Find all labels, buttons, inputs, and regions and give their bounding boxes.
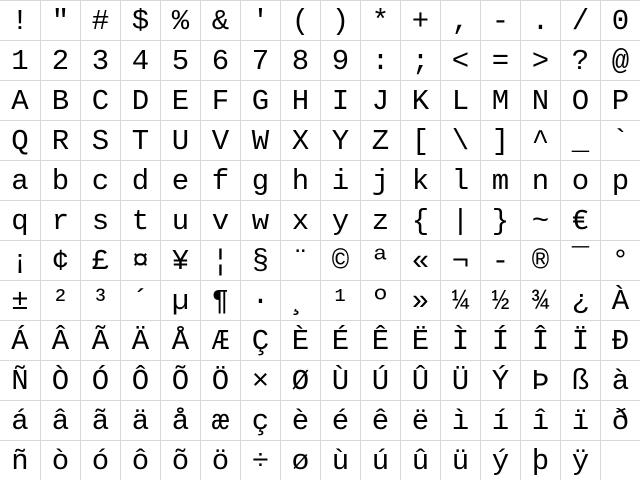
glyph-cell[interactable]: r: [40, 200, 80, 240]
glyph-cell[interactable]: m: [480, 160, 520, 200]
glyph-cell[interactable]: ð: [600, 400, 640, 440]
glyph-cell[interactable]: £: [80, 240, 120, 280]
glyph-cell[interactable]: ó: [80, 440, 120, 480]
glyph-cell[interactable]: ¤: [120, 240, 160, 280]
glyph-cell[interactable]: R: [40, 120, 80, 160]
glyph-cell[interactable]: \: [440, 120, 480, 160]
glyph-cell[interactable]: ;: [400, 40, 440, 80]
glyph-cell[interactable]: Æ: [200, 320, 240, 360]
glyph-cell[interactable]: å: [160, 400, 200, 440]
glyph-cell[interactable]: ¹: [320, 280, 360, 320]
glyph-cell[interactable]: I: [320, 80, 360, 120]
glyph-cell[interactable]: %: [160, 0, 200, 40]
glyph-cell[interactable]: ': [240, 0, 280, 40]
glyph-cell[interactable]: $: [120, 0, 160, 40]
glyph-cell[interactable]: ÿ: [560, 440, 600, 480]
glyph-cell[interactable]: 6: [200, 40, 240, 80]
glyph-cell[interactable]: p: [600, 160, 640, 200]
glyph-cell[interactable]: õ: [160, 440, 200, 480]
glyph-cell[interactable]: Ô: [120, 360, 160, 400]
glyph-cell[interactable]: ·: [240, 280, 280, 320]
glyph-cell[interactable]: ý: [480, 440, 520, 480]
glyph-cell[interactable]: b: [40, 160, 80, 200]
glyph-cell[interactable]: ¨: [280, 240, 320, 280]
glyph-cell[interactable]: Z: [360, 120, 400, 160]
glyph-cell[interactable]: y: [320, 200, 360, 240]
glyph-cell[interactable]: M: [480, 80, 520, 120]
glyph-cell[interactable]: 1: [0, 40, 40, 80]
glyph-cell[interactable]: +: [400, 0, 440, 40]
glyph-cell[interactable]: P: [600, 80, 640, 120]
glyph-cell[interactable]: ¡: [0, 240, 40, 280]
glyph-cell[interactable]: ö: [200, 440, 240, 480]
glyph-cell[interactable]: °: [600, 240, 640, 280]
glyph-cell[interactable]: ï: [560, 400, 600, 440]
glyph-cell[interactable]: Ã: [80, 320, 120, 360]
glyph-cell[interactable]: À: [600, 280, 640, 320]
glyph-cell[interactable]: È: [280, 320, 320, 360]
glyph-cell[interactable]: û: [400, 440, 440, 480]
glyph-cell[interactable]: h: [280, 160, 320, 200]
glyph-cell[interactable]: >: [520, 40, 560, 80]
glyph-cell[interactable]: 0: [600, 0, 640, 40]
glyph-cell[interactable]: ò: [40, 440, 80, 480]
glyph-cell[interactable]: â: [40, 400, 80, 440]
glyph-cell[interactable]: J: [360, 80, 400, 120]
glyph-cell[interactable]: g: [240, 160, 280, 200]
glyph-cell[interactable]: V: [200, 120, 240, 160]
glyph-cell[interactable]: ¸: [280, 280, 320, 320]
glyph-cell[interactable]: ú: [360, 440, 400, 480]
glyph-cell[interactable]: Ç: [240, 320, 280, 360]
glyph-cell[interactable]: ¿: [560, 280, 600, 320]
glyph-cell[interactable]: -: [480, 0, 520, 40]
glyph-cell[interactable]: -: [480, 240, 520, 280]
glyph-cell[interactable]: ß: [560, 360, 600, 400]
glyph-cell[interactable]: u: [160, 200, 200, 240]
glyph-cell[interactable]: d: [120, 160, 160, 200]
glyph-cell[interactable]: 2: [40, 40, 80, 80]
glyph-cell[interactable]: ¥: [160, 240, 200, 280]
glyph-cell[interactable]: Ü: [440, 360, 480, 400]
glyph-cell[interactable]: k: [400, 160, 440, 200]
glyph-cell[interactable]: µ: [160, 280, 200, 320]
glyph-cell[interactable]: Ì: [440, 320, 480, 360]
glyph-cell[interactable]: ª: [360, 240, 400, 280]
glyph-cell[interactable]: a: [0, 160, 40, 200]
glyph-cell[interactable]: ù: [320, 440, 360, 480]
glyph-cell[interactable]: Ê: [360, 320, 400, 360]
glyph-cell[interactable]: §: [240, 240, 280, 280]
glyph-cell[interactable]: ¦: [200, 240, 240, 280]
glyph-cell[interactable]: (: [280, 0, 320, 40]
glyph-cell[interactable]: ¬: [440, 240, 480, 280]
glyph-cell[interactable]: o: [560, 160, 600, 200]
glyph-cell[interactable]: N: [520, 80, 560, 120]
glyph-cell[interactable]: è: [280, 400, 320, 440]
glyph-cell[interactable]: Â: [40, 320, 80, 360]
glyph-cell[interactable]: ë: [400, 400, 440, 440]
empty-cell[interactable]: [600, 200, 640, 240]
glyph-cell[interactable]: î: [520, 400, 560, 440]
glyph-cell[interactable]: L: [440, 80, 480, 120]
glyph-cell[interactable]: ": [40, 0, 80, 40]
glyph-cell[interactable]: ê: [360, 400, 400, 440]
glyph-cell[interactable]: Å: [160, 320, 200, 360]
glyph-cell[interactable]: v: [200, 200, 240, 240]
glyph-cell[interactable]: *: [360, 0, 400, 40]
glyph-cell[interactable]: i: [320, 160, 360, 200]
glyph-cell[interactable]: ®: [520, 240, 560, 280]
glyph-cell[interactable]: 7: [240, 40, 280, 80]
glyph-cell[interactable]: s: [80, 200, 120, 240]
glyph-cell[interactable]: Î: [520, 320, 560, 360]
glyph-cell[interactable]: É: [320, 320, 360, 360]
glyph-cell[interactable]: ]: [480, 120, 520, 160]
glyph-cell[interactable]: #: [80, 0, 120, 40]
glyph-cell[interactable]: :: [360, 40, 400, 80]
glyph-cell[interactable]: f: [200, 160, 240, 200]
glyph-cell[interactable]: n: [520, 160, 560, 200]
glyph-cell[interactable]: Ä: [120, 320, 160, 360]
glyph-cell[interactable]: »: [400, 280, 440, 320]
glyph-cell[interactable]: <: [440, 40, 480, 80]
glyph-cell[interactable]: e: [160, 160, 200, 200]
glyph-cell[interactable]: ô: [120, 440, 160, 480]
glyph-cell[interactable]: ¯: [560, 240, 600, 280]
glyph-cell[interactable]: ): [320, 0, 360, 40]
glyph-cell[interactable]: é: [320, 400, 360, 440]
glyph-cell[interactable]: Ï: [560, 320, 600, 360]
glyph-cell[interactable]: ~: [520, 200, 560, 240]
glyph-cell[interactable]: ½: [480, 280, 520, 320]
glyph-cell[interactable]: G: [240, 80, 280, 120]
glyph-cell[interactable]: ^: [520, 120, 560, 160]
glyph-cell[interactable]: }: [480, 200, 520, 240]
glyph-cell[interactable]: {: [400, 200, 440, 240]
glyph-cell[interactable]: S: [80, 120, 120, 160]
glyph-cell[interactable]: K: [400, 80, 440, 120]
glyph-cell[interactable]: ©: [320, 240, 360, 280]
glyph-cell[interactable]: _: [560, 120, 600, 160]
glyph-cell[interactable]: =: [480, 40, 520, 80]
glyph-cell[interactable]: Ù: [320, 360, 360, 400]
glyph-cell[interactable]: ü: [440, 440, 480, 480]
glyph-cell[interactable]: 9: [320, 40, 360, 80]
glyph-cell[interactable]: Ò: [40, 360, 80, 400]
glyph-cell[interactable]: Û: [400, 360, 440, 400]
glyph-cell[interactable]: 5: [160, 40, 200, 80]
glyph-cell[interactable]: `: [600, 120, 640, 160]
glyph-cell[interactable]: x: [280, 200, 320, 240]
glyph-cell[interactable]: ¶: [200, 280, 240, 320]
glyph-cell[interactable]: Y: [320, 120, 360, 160]
glyph-cell[interactable]: w: [240, 200, 280, 240]
glyph-cell[interactable]: E: [160, 80, 200, 120]
glyph-cell[interactable]: Ö: [200, 360, 240, 400]
glyph-cell[interactable]: Ú: [360, 360, 400, 400]
glyph-cell[interactable]: F: [200, 80, 240, 120]
glyph-cell[interactable]: Ë: [400, 320, 440, 360]
glyph-cell[interactable]: ¼: [440, 280, 480, 320]
glyph-cell[interactable]: Ø: [280, 360, 320, 400]
glyph-cell[interactable]: 3: [80, 40, 120, 80]
glyph-cell[interactable]: q: [0, 200, 40, 240]
glyph-cell[interactable]: ñ: [0, 440, 40, 480]
glyph-cell[interactable]: D: [120, 80, 160, 120]
glyph-cell[interactable]: Ó: [80, 360, 120, 400]
glyph-cell[interactable]: H: [280, 80, 320, 120]
glyph-cell[interactable]: .: [520, 0, 560, 40]
glyph-cell[interactable]: T: [120, 120, 160, 160]
glyph-cell[interactable]: þ: [520, 440, 560, 480]
glyph-cell[interactable]: Í: [480, 320, 520, 360]
glyph-cell[interactable]: á: [0, 400, 40, 440]
glyph-cell[interactable]: Ñ: [0, 360, 40, 400]
glyph-cell[interactable]: «: [400, 240, 440, 280]
glyph-cell[interactable]: Q: [0, 120, 40, 160]
glyph-cell[interactable]: !: [0, 0, 40, 40]
glyph-cell[interactable]: ¢: [40, 240, 80, 280]
glyph-cell[interactable]: 8: [280, 40, 320, 80]
empty-cell[interactable]: [600, 440, 640, 480]
glyph-cell[interactable]: c: [80, 160, 120, 200]
glyph-cell[interactable]: ?: [560, 40, 600, 80]
glyph-cell[interactable]: ´: [120, 280, 160, 320]
glyph-cell[interactable]: ø: [280, 440, 320, 480]
glyph-cell[interactable]: t: [120, 200, 160, 240]
glyph-cell[interactable]: W: [240, 120, 280, 160]
glyph-cell[interactable]: z: [360, 200, 400, 240]
glyph-cell[interactable]: l: [440, 160, 480, 200]
glyph-cell[interactable]: [: [400, 120, 440, 160]
glyph-cell[interactable]: Õ: [160, 360, 200, 400]
glyph-cell[interactable]: O: [560, 80, 600, 120]
glyph-cell[interactable]: ±: [0, 280, 40, 320]
glyph-cell[interactable]: B: [40, 80, 80, 120]
glyph-cell[interactable]: ¾: [520, 280, 560, 320]
glyph-cell[interactable]: A: [0, 80, 40, 120]
glyph-cell[interactable]: æ: [200, 400, 240, 440]
glyph-cell[interactable]: ³: [80, 280, 120, 320]
glyph-cell[interactable]: ,: [440, 0, 480, 40]
glyph-cell[interactable]: @: [600, 40, 640, 80]
glyph-cell[interactable]: à: [600, 360, 640, 400]
glyph-cell[interactable]: |: [440, 200, 480, 240]
glyph-cell[interactable]: C: [80, 80, 120, 120]
glyph-cell[interactable]: Þ: [520, 360, 560, 400]
glyph-cell[interactable]: €: [560, 200, 600, 240]
glyph-cell[interactable]: U: [160, 120, 200, 160]
glyph-cell[interactable]: 4: [120, 40, 160, 80]
glyph-cell[interactable]: í: [480, 400, 520, 440]
glyph-cell[interactable]: &: [200, 0, 240, 40]
glyph-cell[interactable]: ×: [240, 360, 280, 400]
glyph-cell[interactable]: Ð: [600, 320, 640, 360]
glyph-cell[interactable]: /: [560, 0, 600, 40]
glyph-cell[interactable]: X: [280, 120, 320, 160]
glyph-cell[interactable]: ç: [240, 400, 280, 440]
glyph-cell[interactable]: ÷: [240, 440, 280, 480]
glyph-cell[interactable]: j: [360, 160, 400, 200]
glyph-cell[interactable]: ã: [80, 400, 120, 440]
glyph-cell[interactable]: ä: [120, 400, 160, 440]
glyph-cell[interactable]: ²: [40, 280, 80, 320]
glyph-cell[interactable]: º: [360, 280, 400, 320]
glyph-cell[interactable]: Ý: [480, 360, 520, 400]
glyph-cell[interactable]: Á: [0, 320, 40, 360]
glyph-cell[interactable]: ì: [440, 400, 480, 440]
